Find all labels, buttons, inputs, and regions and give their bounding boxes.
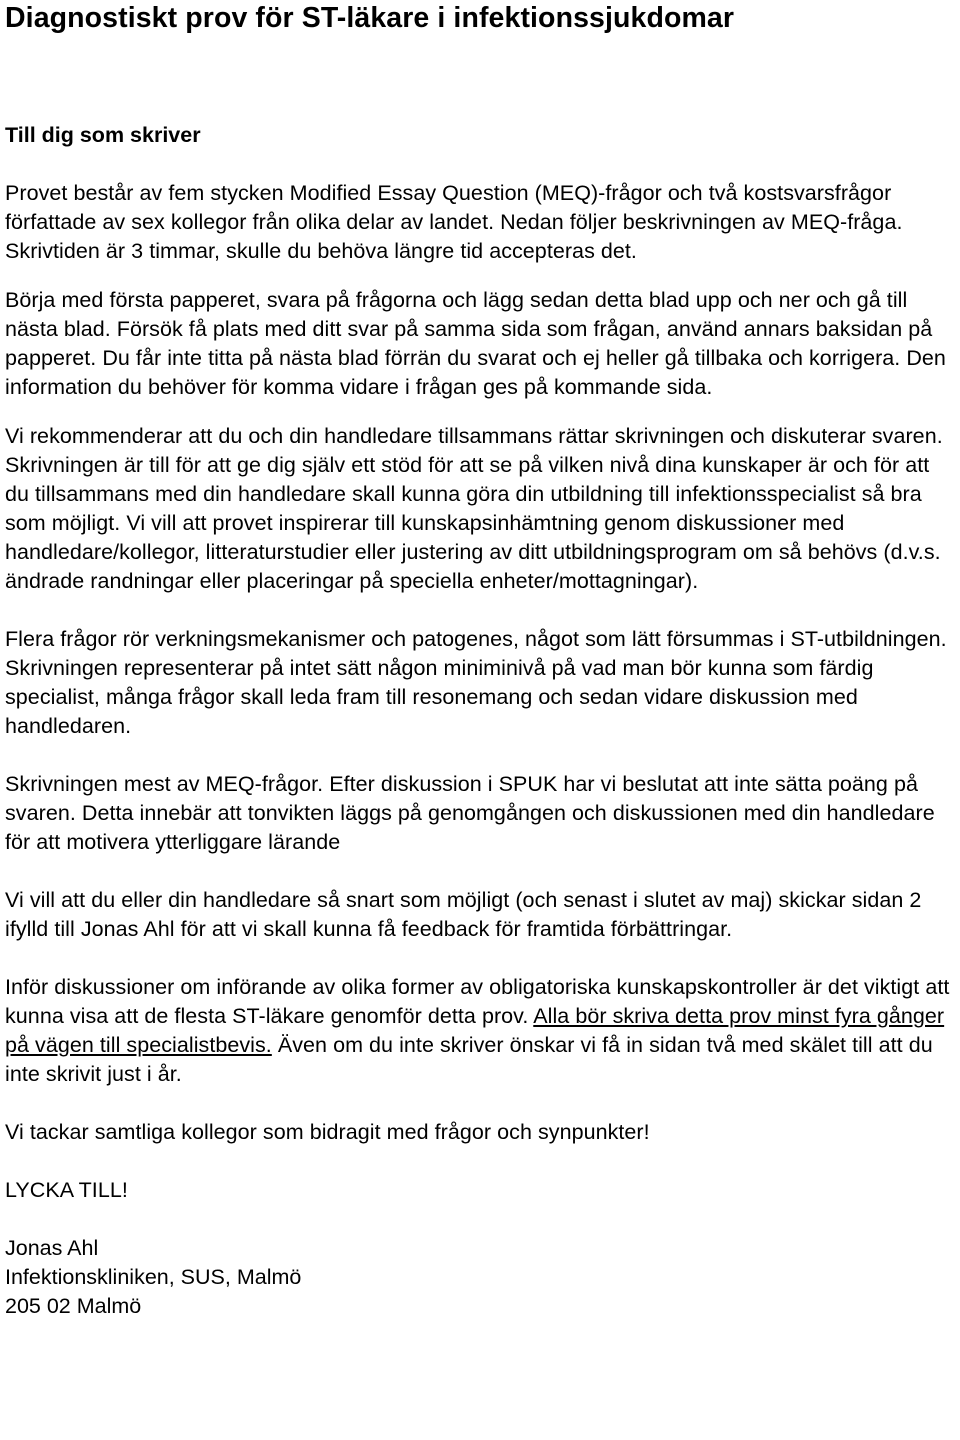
paragraph-thanks: Vi tackar samtliga kollegor som bidragit med frågor och synpunkter!	[5, 1120, 650, 1144]
paragraph-mandatory-text-before: Inför diskussioner om införande av olika former av obligatoriska kunskapskontroller är det viktigt att kunna visa att de flesta ST-läkare genomför detta prov.	[5, 975, 950, 1028]
paragraph-pathogenesis: Flera frågor rör verkningsmekanismer och patogenes, något som lätt försummas i ST-utbildningen. Skrivningen representerar på intet sätt någon miniminivå på vad man bör kunna som färdig specialist, många frågor skall leda fram till resonemang och sedan vidare diskussion med handledaren.	[5, 627, 947, 738]
signature-clinic: Infektionskliniken, SUS, Malmö	[5, 1265, 302, 1289]
paragraph-meq-scoring: Skrivningen mest av MEQ-frågor. Efter diskussion i SPUK har vi beslutat att inte sätta poäng på svaren. Detta innebär att tonvikten läggs på genomgången och diskussionen med din handledare för att motivera ytterliggare lärande	[5, 772, 935, 854]
signature-address: 205 02 Malmö	[5, 1294, 142, 1318]
section-heading: Till dig som skriver	[5, 123, 201, 147]
paragraph-feedback: Vi vill att du eller din handledare så snart som möjligt (och senast i slutet av maj) skickar sidan 2 ifylld till Jonas Ahl för att vi skall kunna få feedback för framtida förbättringar.	[5, 888, 922, 941]
underlined-requirement: Alla bör skriva detta prov minst fyra gånger på vägen till specialistbevis.	[5, 1004, 945, 1057]
paragraph-exam-description: Provet består av fem stycken Modified Essay Question (MEQ)-frågor och två kostsvarsfrågor författade av sex kollegor från olika delar av landet. Nedan följer beskrivningen av MEQ-fråga. Skrivtiden är 3 timmar, skulle du behöva längre tid accepteras det.	[5, 181, 903, 263]
good-luck-text: LYCKA TILL!	[5, 1178, 128, 1202]
paragraph-recommendation: Vi rekommenderar att du och din handledare tillsammans rättar skrivningen och diskuterar svaren. Skrivningen är till för att ge dig själv ett stöd för att se på vilken nivå dina kunskaper är och för att du tillsammans med din handledare skall kunna göra din utbildning till infektionsspecialist så bra som möjligt. Vi vill att provet inspirerar till kunskapsinhämtning genom diskussioner med handledare/kollegor, litteraturstudier eller justering av ditt utbildningsprogram om så behövs (d.v.s. ändrade randningar eller placeringar på speciella enheter/mottagningar).	[5, 424, 943, 593]
document-page	[5, 0, 955, 1321]
document-title: Diagnostiskt prov för ST-läkare i infektionssjukdomar	[5, 2, 735, 34]
signature-block	[5, 1234, 955, 1321]
paragraph-mandatory-controls	[5, 973, 955, 1089]
signature-name: Jonas Ahl	[5, 1236, 99, 1260]
paragraph-mandatory-text-after: Även om du inte skriver önskar vi få in sidan två med skälet till att du inte skrivit just i år.	[5, 1033, 933, 1086]
paragraph-instructions: Börja med första papperet, svara på frågorna och lägg sedan detta blad upp och ner och gå till nästa blad. Försök få plats med ditt svar på samma sida som frågan, använd annars baksidan på papperet. Du får inte titta på nästa blad förrän du svarat och ej heller gå tillbaka och korrigera. Den information du behöver för komma vidare i frågan ges på kommande sida.	[5, 288, 946, 399]
